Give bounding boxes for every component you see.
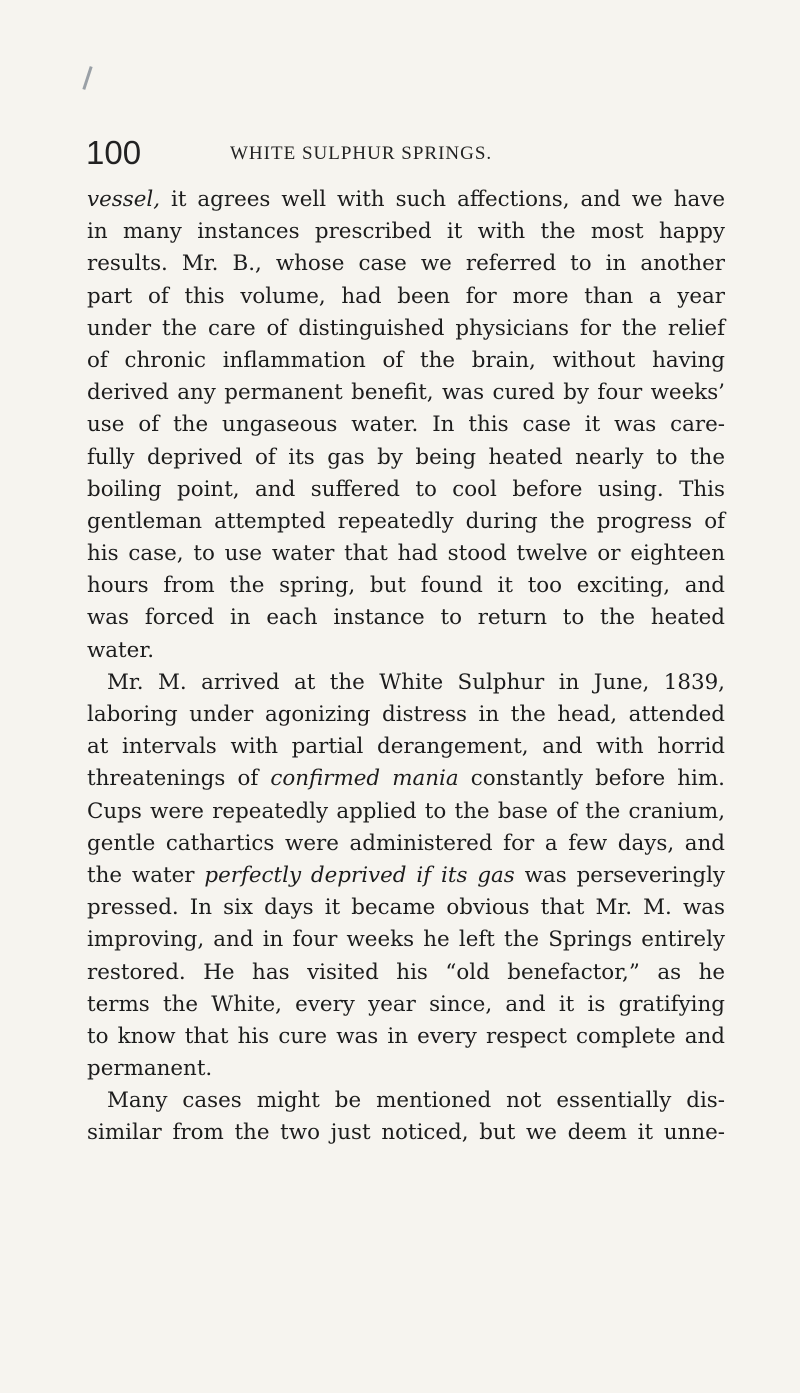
text-line [87,731,725,763]
line-text: permanent. [87,1056,213,1082]
text-line [87,474,725,506]
line-text: fully deprived of its gas by being heated nearly to the [87,444,725,470]
line-text: results. Mr. B., whose case we referred to in another [87,251,725,277]
line-text: use of the ungaseous water. In this case it was care- [87,412,725,438]
line-text: hours from the spring, but found it too exciting, and [87,573,725,599]
text-line [87,667,725,699]
text-line [87,377,725,409]
text-line [87,409,725,441]
line-text: in many instances prescribed it with the most happy [87,219,725,245]
text-line [87,248,725,280]
text-line [87,506,725,538]
text-line [87,570,725,602]
text-line [87,1021,725,1053]
italic-text: perfectly deprived if its gas [204,862,515,888]
text-line [87,1085,725,1117]
line-text: restored. He has visited his “old benefactor,” as he [87,959,725,985]
line-text: Cups were repeatedly applied to the base of the cranium, [87,798,725,824]
text-line [87,281,725,313]
line-text: boiling point, and suffered to cool before using. This [87,476,725,502]
page-header [86,134,726,174]
line-text: the water [87,862,195,888]
line-text: under the care of distinguished physicians for the relief [87,315,725,341]
line-text: gentle cathartics were administered for a few days, and [87,830,725,856]
page-number: 100 [86,134,142,171]
line-text: to know that his cure was in every respect complete and [87,1023,725,1049]
line-text: his case, to use water that had stood twelve or eighteen [87,541,725,567]
line-text: improving, and in four weeks he left the Springs entirely [87,927,725,953]
text-line [87,924,725,956]
text-line [87,796,725,828]
italic-text: confirmed mania [270,766,459,792]
text-line [87,442,725,474]
line-text: pressed. In six days it became obvious that Mr. M. was [87,895,725,921]
line-text: threatenings of [87,766,259,792]
text-line [87,216,725,248]
running-title: WHITE SULPHUR SPRINGS. [230,143,493,164]
text-line [87,828,725,860]
line-text: terms the White, every year since, and it is gratifying [87,991,725,1017]
stray-pencil-mark [82,66,92,90]
line-text: part of this volume, had been for more than a year [87,283,725,309]
line-text: constantly before him. [470,766,725,792]
line-text: laboring under agonizing distress in the head, attended [87,702,725,727]
line-text: gentleman attempted repeatedly during the progress of [87,508,725,534]
text-line [87,763,725,795]
text-line [87,602,725,634]
text-line [87,345,725,377]
text-line [87,538,725,570]
text-line [87,892,725,924]
text-line [87,1053,725,1085]
italic-text: vessel, [87,187,160,212]
line-text: similar from the two just noticed, but we deem it unne- [87,1120,725,1146]
line-text: it agrees well with such affections, and we have [171,187,725,212]
text-line [87,860,725,892]
line-text: Many cases might be mentioned not essentially dis- [107,1088,725,1114]
text-line [87,1117,725,1149]
line-text: was forced in each instance to return to the heated [87,605,725,631]
line-text: was perseveringly [524,862,726,888]
line-text: water. [87,637,154,663]
text-line [87,635,725,667]
text-line [87,699,725,731]
text-line [87,957,725,989]
text-line [87,313,725,345]
line-text: of chronic inflammation of the brain, without having [87,347,725,373]
line-text: derived any permanent benefit, was cured by four weeks’ [87,380,725,406]
text-line [87,184,725,216]
body-text [87,184,725,1150]
line-text: at intervals with partial derangement, and with horrid [87,734,725,760]
text-line [87,989,725,1021]
line-text: Mr. M. arrived at the White Sulphur in June, 1839, [107,669,725,695]
